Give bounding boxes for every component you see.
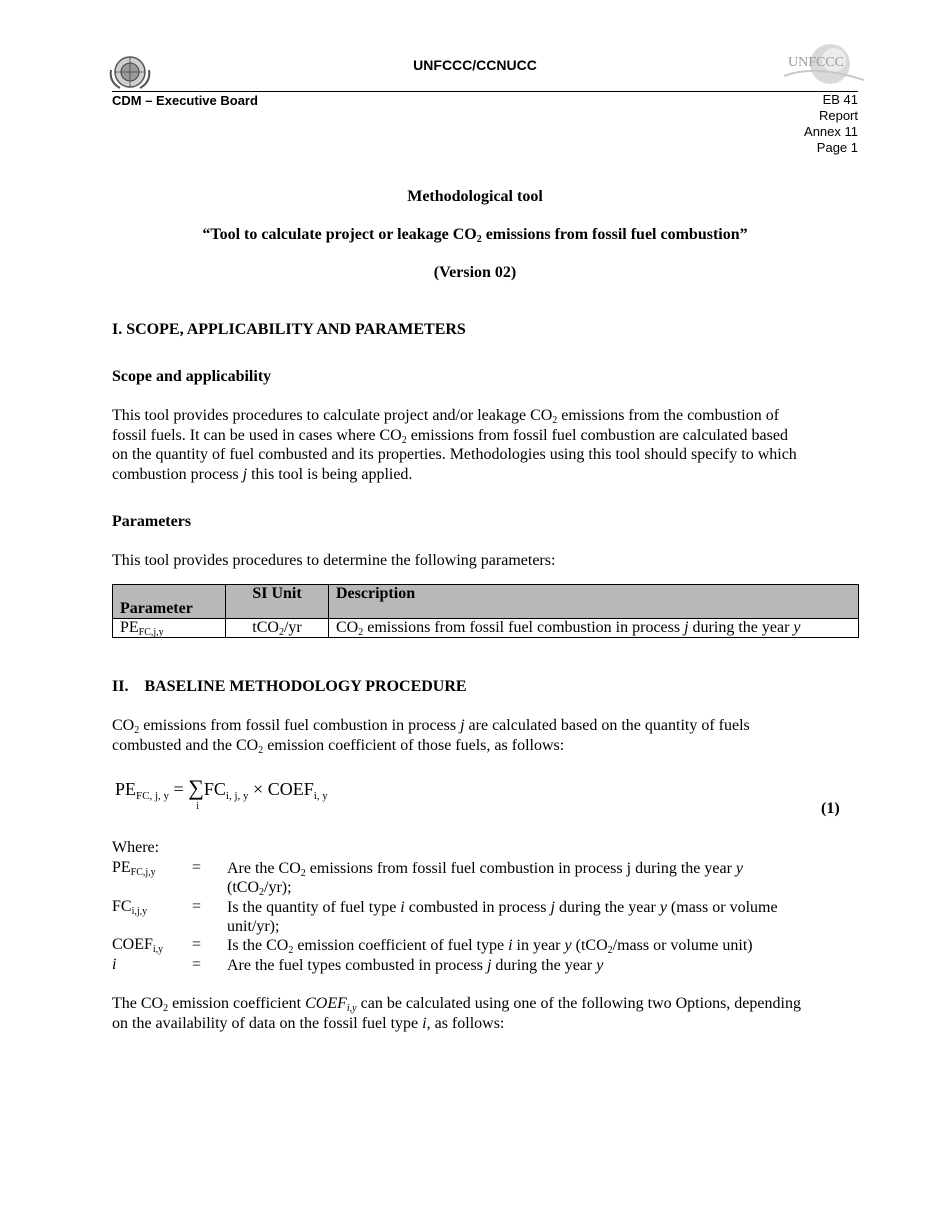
doc-kind: Methodological tool <box>407 188 543 205</box>
header-rule <box>112 91 858 92</box>
header-meta-session: EB 41 <box>822 92 858 107</box>
unfccc-logo <box>784 40 864 90</box>
header-meta-annex: Annex 11 <box>804 124 858 139</box>
table-header-description: Description <box>329 585 859 619</box>
table-header-unit: SI Unit <box>226 585 329 619</box>
doc-title: “Tool to calculate project or leakage $CO_2$ emissions from fossil fuel combustion” <box>202 226 748 245</box>
header-org-title: UNFCCC/CCNUCC <box>413 57 537 73</box>
formula-times: × <box>253 779 264 799</box>
formula-sum-index: i <box>196 801 199 812</box>
formula-equals: = <box>173 779 184 799</box>
table-row <box>113 619 859 638</box>
where-symbol-pe: $PE_{FC,j,y}$ <box>112 859 156 878</box>
section1-heading: I. SCOPE, APPLICABILITY AND PARAMETERS <box>112 321 466 338</box>
table-header-row <box>113 585 859 619</box>
scope-paragraph: This tool provides procedures to calculate project and/or leakage $CO_2$ emissions from the combustion of fossil fuels. It can be used in cases where $CO_2$ emissions from fossil fuel combustion are calculated based on the quantity of fuel combusted and its properties. Methodologies using this tool should specify to which combustion process j this tool is being applied. <box>112 407 797 483</box>
where-def-pe: Are the $CO_2$ emissions from fossil fuel combustion in process j during the year y (tCO$_2$/yr); <box>227 860 744 898</box>
table-header-parameter: Parameter <box>113 585 226 619</box>
formula-term-coef: $COEF_{i, y}$ <box>267 779 328 802</box>
procedure-intro: $CO_2$ emissions from fossil fuel combustion in process j are calculated based on the quantity of fuels combusted and the $CO_2$ emission coefficient of those fuels, as follows: <box>112 717 750 756</box>
header-meta <box>804 92 858 156</box>
where-def-fc: Is the quantity of fuel type i combusted in process j during the year y (mass or volume unit/yr); <box>227 899 778 935</box>
formula-term-fc: $FC_{i, j, y}$ <box>203 779 249 802</box>
where-symbol-fc: $FC_{i,j,y}$ <box>112 898 148 917</box>
doc-version: (Version 02) <box>433 264 517 281</box>
where-def-coef: Is the $CO_2$ emission coefficient of fuel type i in year y (tCO$_2$/mass or volume unit) <box>227 937 753 956</box>
section2-heading: II. BASELINE METHODOLOGY PROCEDURE <box>112 678 467 695</box>
where-equals: = <box>192 859 202 876</box>
table-cell-description: $CO_2$ emissions from fossil fuel combustion in process j during the year y <box>329 619 859 638</box>
formula-sum: ∑ i <box>188 775 204 812</box>
unfccc-logo-text: UNFCCC <box>788 55 845 70</box>
header-board: CDM – Executive Board <box>112 93 258 108</box>
table-cell-unit: tCO$_2$/yr <box>226 619 329 638</box>
parameters-heading: Parameters <box>112 513 192 530</box>
parameters-intro: This tool provides procedures to determine the following parameters: <box>112 552 556 569</box>
where-equals: = <box>192 956 202 973</box>
where-symbol-coef: $COEF_{i,y}$ <box>112 936 164 955</box>
parameters-table <box>112 584 859 638</box>
formula-lhs: $PE_{FC, j, y}$ <box>115 779 170 802</box>
where-symbol-i: i <box>112 956 117 973</box>
formula-number: (1) <box>821 800 840 817</box>
closing-paragraph: The $CO_2$ emission coefficient $COEF_{i,y}$ can be calculated using one of the following two Options, depending on the availability of data on the fossil fuel type i, as follows: <box>112 995 801 1032</box>
header-meta-report: Report <box>818 108 858 123</box>
emission-formula <box>115 775 328 812</box>
where-label: Where: <box>112 839 160 856</box>
table-cell-parameter: $PE_{FC,j,y}$ <box>113 619 226 638</box>
where-equals: = <box>192 936 202 953</box>
where-equals: = <box>192 898 202 915</box>
header-meta-page: Page 1 <box>816 140 858 155</box>
scope-heading: Scope and applicability <box>112 368 272 385</box>
where-def-i: Are the fuel types combusted in process j during the year y <box>227 957 604 974</box>
